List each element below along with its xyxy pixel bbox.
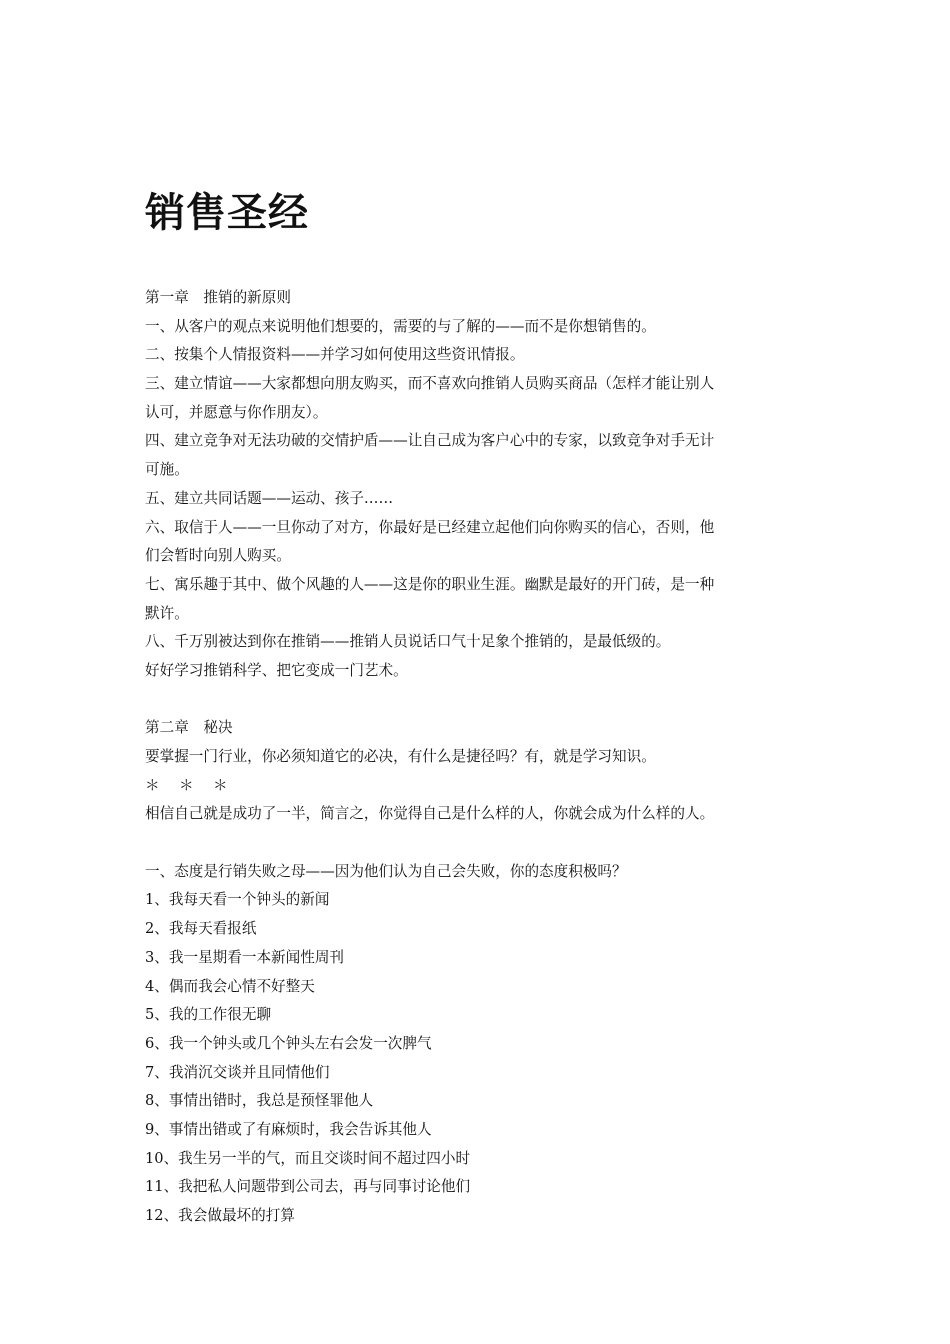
list-item: 3、我一星期看一本新闻性周刊 (145, 948, 345, 966)
principle-3 (145, 370, 805, 427)
list-item: 7、我消沉交谈并且同情他们 (145, 1063, 330, 1081)
principle-3-line-1: 三、建立情谊——大家都想向朋友购买，而不喜欢向推销人员购买商品（怎样才能让别人 (145, 375, 715, 393)
divider-star: ＊ (145, 776, 160, 794)
list-item: 8、事情出错时，我总是预怪罪他人 (145, 1092, 374, 1110)
document-title: 销售圣经 (145, 190, 309, 236)
principle-4 (145, 427, 805, 484)
principle-2: 二、按集个人情报资料——并学习如何使用这些资讯情报。 (145, 346, 525, 364)
list-item: 10、我生另一半的气，而且交谈时间不超过四小时 (145, 1149, 471, 1167)
chapter-2-heading: 第二章 秘决 (145, 719, 233, 737)
principle-1: 一、从客户的观点来说明他们想要的，需要的与了解的——而不是你想销售的。 (145, 317, 656, 335)
principle-7 (145, 571, 805, 628)
principle-7-line-1: 七、寓乐趣于其中、做个风趣的人——这是你的职业生涯。幽默是最好的开门砖，是一种 (145, 575, 715, 593)
list-item: 4、偶而我会心情不好整天 (145, 977, 315, 995)
principle-4-line-2: 可施。 (145, 461, 189, 479)
principle-3-line-2: 认可，并愿意与你作朋友）。 (145, 403, 328, 421)
chapter-1-closing: 好好学习推销科学、把它变成一门艺术。 (145, 661, 408, 679)
divider-star: ＊ (213, 776, 228, 794)
document-body (145, 284, 805, 1231)
list-item: 12、我会做最坏的打算 (145, 1207, 295, 1224)
list-item: 6、我一个钟头或几个钟头左右会发一次脾气 (145, 1034, 432, 1052)
list-item: 2、我每天看报纸 (145, 920, 257, 938)
section-divider-stars (145, 772, 805, 801)
principle-6 (145, 514, 805, 571)
list-item: 11、我把私人问题带到公司去，再与同事讨论他们 (145, 1178, 471, 1196)
principle-6-line-2: 们会暂时向别人购买。 (145, 547, 291, 565)
spacer (145, 686, 805, 715)
list-item: 1、我每天看一个钟头的新闻 (145, 891, 330, 909)
spacer (145, 829, 805, 858)
divider-star: ＊ (179, 776, 194, 794)
chapter-1-heading: 第一章 推销的新原则 (145, 289, 291, 306)
chapter-2-belief: 相信自己就是成功了一半，简言之，你觉得自己是什么样的人，你就会成为什么样的人。 (145, 805, 715, 823)
list-item: 9、事情出错或了有麻烦时，我会告诉其他人 (145, 1120, 432, 1138)
principle-6-line-1: 六、取信于人——一旦你动了对方，你最好是已经建立起他们向你购买的信心，否则，他 (145, 518, 715, 536)
attitude-section-heading: 一、态度是行销失败之母——因为他们认为自己会失败，你的态度积极吗？ (145, 862, 627, 880)
chapter-2-intro: 要掌握一门行业，你必须知道它的必决，有什么是捷径吗？有，就是学习知识。 (145, 748, 656, 765)
list-item: 5、我的工作很无聊 (145, 1006, 272, 1024)
principle-8: 八、千万别被达到你在推销——推销人员说话口气十足象个推销的，是最低级的。 (145, 633, 671, 651)
principle-7-line-2: 默许。 (145, 604, 189, 622)
principle-5: 五、建立共同话题——运动、孩子…… (145, 489, 394, 507)
principle-4-line-1: 四、建立竞争对无法功破的交情护盾——让自己成为客户心中的专家，以致竞争对手无计 (145, 432, 715, 450)
attitude-checklist (145, 886, 805, 1230)
